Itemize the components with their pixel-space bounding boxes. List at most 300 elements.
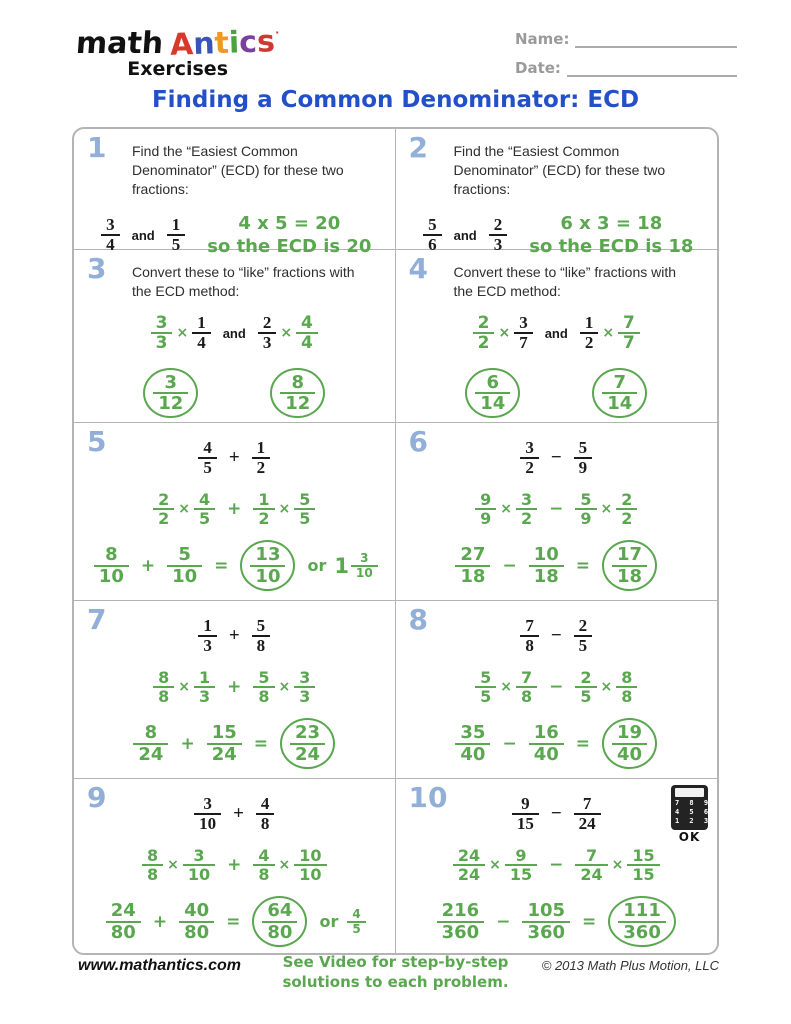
fraction-denominator: 8 (520, 635, 539, 655)
operator: − (502, 555, 517, 576)
fraction-denominator: 10 (250, 565, 285, 586)
fraction-numerator: 4 (198, 489, 211, 509)
problem-cell-3 (74, 250, 396, 423)
fraction-denominator: 10 (351, 565, 378, 580)
fraction-denominator: 2 (253, 508, 274, 527)
fraction-numerator: 2 (493, 214, 503, 234)
fraction-numerator: 5 (428, 214, 437, 234)
circled-answer (602, 540, 657, 591)
fraction-denominator: 6 (423, 234, 442, 254)
fraction (453, 847, 485, 884)
fraction-numerator: 2 (621, 489, 633, 509)
circled-answer (465, 368, 520, 419)
calculator-keys-row: 4 5 6 (675, 808, 712, 816)
fraction-denominator: 3 (489, 234, 508, 254)
fraction-numerator: 8 (158, 667, 170, 687)
fraction-numerator: 8 (146, 845, 159, 865)
operator: × (500, 678, 512, 695)
fraction (516, 669, 537, 706)
fraction-denominator: 18 (455, 565, 490, 586)
date-input-line[interactable] (567, 60, 737, 77)
fraction-numerator: 7 (582, 794, 592, 813)
fraction-numerator: 2 (578, 616, 588, 635)
math-line-work (80, 491, 389, 528)
answer-note-line: 4 x 5 = 20 (238, 212, 341, 234)
fraction-numerator: 24 (457, 845, 481, 865)
operator: + (227, 498, 242, 519)
math-line-work (402, 491, 712, 528)
logo-letter: i (228, 25, 241, 61)
math-line-work (402, 669, 712, 706)
math-line-result (80, 718, 389, 769)
circled-answer (143, 368, 198, 419)
problem-cell-4 (396, 250, 718, 423)
fraction (351, 552, 378, 580)
fraction-numerator: 3 (203, 794, 212, 813)
fraction (258, 314, 277, 353)
fraction-numerator: 1 (258, 489, 270, 509)
fraction-numerator: 35 (460, 722, 486, 744)
operator: × (600, 678, 613, 695)
circled-answer (252, 896, 307, 947)
fraction-denominator: 2 (520, 457, 539, 477)
fraction (437, 901, 485, 942)
fraction (294, 491, 315, 528)
fraction (296, 314, 318, 353)
fraction (520, 617, 539, 656)
operator: + (228, 625, 240, 647)
operator: × (611, 856, 624, 873)
problem-number: 9 (87, 781, 107, 814)
fraction-denominator: 8 (516, 686, 537, 705)
fraction-denominator: 18 (612, 565, 647, 586)
fraction-denominator: 24 (453, 864, 485, 883)
fraction-numerator: 111 (623, 900, 661, 922)
fraction (580, 314, 599, 353)
math-line-main (80, 314, 389, 353)
fraction-denominator: 5 (574, 635, 593, 655)
page-title: Finding a Common Denominator: ECD (151, 87, 640, 113)
calculator-keys-row: 1 2 3 (675, 817, 712, 825)
fraction-denominator: 80 (262, 921, 297, 942)
fraction (94, 545, 129, 586)
fraction-numerator: 3 (106, 214, 115, 234)
fraction-denominator: 10 (183, 864, 215, 883)
circled-answer (608, 896, 676, 947)
fraction-denominator: 2 (252, 457, 271, 477)
math-line-main (80, 617, 389, 656)
fraction (294, 669, 315, 706)
fraction-numerator: 4 (258, 845, 270, 865)
problem-cell-9 (74, 779, 396, 953)
fraction-numerator: 5 (299, 489, 311, 509)
fraction (253, 491, 274, 528)
problem-number: 2 (408, 131, 428, 164)
fraction-numerator: 3 (360, 550, 369, 565)
math-line-main (402, 617, 712, 656)
math-line-result (80, 896, 389, 947)
fraction (602, 373, 637, 414)
fraction-denominator: 4 (296, 332, 318, 352)
fraction (475, 373, 510, 414)
fraction-numerator: 13 (255, 544, 281, 566)
operator: − (550, 625, 562, 647)
problem-number: 4 (408, 252, 428, 285)
fraction-denominator: 8 (256, 813, 275, 833)
problem-cell-8 (396, 601, 718, 779)
fraction-denominator: 10 (167, 565, 202, 586)
fraction-denominator: 14 (475, 392, 510, 413)
problem-cell-1 (74, 129, 396, 258)
operator: × (602, 325, 615, 342)
math-line-result (80, 540, 389, 591)
name-field-row (515, 30, 737, 48)
fraction-denominator: 2 (616, 508, 637, 527)
fraction (616, 669, 637, 706)
fraction (142, 847, 163, 884)
math-line-main (402, 795, 712, 834)
fraction-numerator: 3 (299, 667, 311, 687)
operator: × (176, 325, 189, 342)
fraction-numerator: 3 (525, 438, 534, 457)
fraction-denominator: 8 (253, 864, 274, 883)
problem-number: 8 (408, 603, 428, 636)
math-line-work (402, 847, 712, 884)
operator: + (140, 555, 156, 576)
problems-grid (72, 127, 719, 955)
logo-letter: A (169, 27, 195, 63)
operator: − (550, 803, 562, 825)
fraction-numerator: 7 (613, 371, 627, 393)
fraction (574, 439, 593, 478)
logo-math-word: math (74, 26, 165, 61)
fraction-denominator: 3 (151, 332, 173, 352)
spacer (202, 392, 266, 393)
math-line-result (402, 718, 712, 769)
word-or: or (319, 912, 339, 932)
fraction-denominator: 24 (290, 743, 325, 764)
footer-note-line1: See Video for step-by-step (282, 953, 509, 971)
fraction (167, 545, 202, 586)
fraction-numerator: 5 (480, 667, 492, 687)
operator: + (227, 676, 242, 697)
math-line-answers (80, 368, 389, 419)
fraction-denominator: 360 (522, 921, 570, 942)
fraction (516, 491, 537, 528)
fraction (153, 491, 174, 528)
fraction-numerator: 9 (515, 845, 527, 865)
fraction (194, 795, 221, 834)
operator: = (575, 733, 591, 754)
name-input-line[interactable] (575, 31, 737, 48)
logo-antics-word (170, 24, 276, 63)
fraction (574, 795, 601, 834)
operator: = (582, 911, 597, 932)
fraction (133, 723, 168, 764)
fraction-denominator: 7 (618, 332, 640, 352)
fraction-denominator: 8 (253, 686, 274, 705)
problem-number: 3 (87, 252, 107, 285)
fraction (198, 617, 217, 656)
fraction-numerator: 2 (477, 312, 490, 333)
fraction (250, 545, 285, 586)
fraction-numerator: 7 (585, 845, 598, 865)
fraction-numerator: 3 (193, 845, 205, 865)
fraction (627, 847, 659, 884)
operator: + (227, 854, 242, 875)
fraction (280, 373, 315, 414)
date-label: Date: (515, 59, 561, 77)
fraction-denominator: 8 (142, 864, 163, 883)
fraction (179, 901, 214, 942)
fraction-denominator: 5 (198, 457, 217, 477)
fraction-numerator: 27 (460, 544, 486, 566)
problem-number: 6 (408, 425, 428, 458)
fraction-numerator: 19 (617, 722, 643, 744)
fraction (347, 908, 365, 936)
fraction-denominator: 360 (437, 921, 485, 942)
header-logo (76, 26, 279, 80)
fraction-numerator: 1 (203, 616, 212, 635)
fraction (529, 723, 564, 764)
fraction-denominator: 9 (575, 508, 596, 527)
fraction-denominator: 2 (516, 508, 537, 527)
fraction-denominator: 10 (94, 565, 129, 586)
math-line-answers (402, 368, 712, 419)
fraction (616, 491, 637, 528)
fraction (294, 847, 326, 884)
fraction-denominator: 40 (455, 743, 490, 764)
circled-answer (280, 718, 335, 769)
fraction (256, 795, 275, 834)
math-line-main (80, 795, 389, 834)
mixed-whole: 1 (334, 553, 349, 578)
fraction (167, 216, 186, 255)
fraction (101, 216, 120, 255)
fraction-numerator: 8 (144, 722, 158, 744)
logo-trademark-dot: · (275, 26, 280, 39)
fraction-numerator: 4 (260, 794, 270, 813)
math-line-main (402, 314, 712, 353)
fraction-denominator: 5 (294, 508, 315, 527)
answer-note-line: so the ECD is 20 (207, 236, 372, 258)
fraction-denominator: 5 (167, 234, 186, 254)
operator: = (214, 555, 229, 576)
math-line-work (80, 847, 389, 884)
operator: − (549, 676, 564, 697)
fraction-numerator: 2 (580, 667, 592, 687)
answer-note-line: so the ECD is 18 (529, 236, 694, 258)
fraction (183, 847, 215, 884)
math-line-main (402, 439, 712, 478)
spacer (524, 392, 588, 393)
problem-number: 5 (87, 425, 107, 458)
fraction (194, 669, 215, 706)
fraction-denominator: 9 (475, 508, 496, 527)
fraction (618, 901, 666, 942)
operator: − (496, 911, 511, 932)
problem-cell-10 (396, 779, 718, 953)
fraction (512, 795, 539, 834)
fraction-denominator: 10 (194, 813, 221, 833)
fraction (252, 617, 271, 656)
fraction-numerator: 6 (486, 371, 499, 393)
fraction (290, 723, 325, 764)
fraction-denominator: 3 (198, 635, 217, 655)
word-and: and (131, 227, 155, 243)
fraction-numerator: 7 (525, 616, 534, 635)
math-line-work (80, 669, 389, 706)
fraction-numerator: 8 (621, 667, 633, 687)
logo-letter: s (256, 24, 276, 60)
logo-wordmark (76, 26, 279, 61)
fraction-numerator: 16 (533, 722, 559, 744)
logo-letter: n (192, 26, 216, 63)
footer-copyright: © 2013 Math Plus Motion, LLC (541, 958, 719, 973)
fraction-denominator: 7 (514, 332, 533, 352)
answer-note-line: 6 x 3 = 18 (560, 212, 663, 234)
fraction-numerator: 24 (110, 900, 136, 922)
fraction (612, 723, 647, 764)
fraction-numerator: 8 (291, 371, 305, 393)
operator: × (500, 500, 512, 517)
fraction-numerator: 7 (623, 312, 635, 333)
fraction-numerator: 15 (211, 722, 237, 744)
calculator-ok-label: OK (678, 830, 701, 844)
fraction-numerator: 5 (578, 438, 588, 457)
fraction-denominator: 15 (627, 864, 659, 883)
operator: × (278, 678, 291, 695)
fraction (253, 669, 274, 706)
fraction-denominator: 5 (475, 686, 496, 705)
fraction-denominator: 12 (280, 392, 315, 413)
fraction-numerator: 5 (256, 616, 266, 635)
fraction (473, 314, 495, 353)
fraction-denominator: 80 (179, 921, 214, 942)
word-or: or (307, 556, 327, 576)
fraction (522, 901, 570, 942)
calculator-body (671, 785, 712, 830)
operator: = (226, 911, 241, 932)
fraction-denominator: 8 (153, 686, 174, 705)
circled-answer (592, 368, 647, 419)
problem-instruction: Find the “Easiest Common Denominator” (ECD) for these two fractions: (132, 143, 344, 197)
fraction (194, 491, 215, 528)
fraction (574, 617, 593, 656)
fraction (253, 847, 274, 884)
fraction-denominator: 15 (505, 864, 537, 883)
footer-url: www.mathantics.com (78, 957, 241, 974)
word-and: and (453, 227, 477, 243)
calculator-display (675, 788, 704, 797)
fraction-numerator: 1 (171, 214, 181, 234)
fraction-numerator: 17 (617, 544, 643, 566)
fraction-numerator: 3 (519, 312, 528, 332)
operator: × (167, 856, 179, 873)
fraction (106, 901, 141, 942)
math-line-result (402, 896, 712, 947)
fraction-numerator: 1 (256, 438, 266, 457)
fraction-numerator: 105 (527, 900, 566, 922)
fraction-numerator: 10 (299, 845, 322, 865)
fraction-numerator: 3 (164, 371, 177, 393)
fraction-denominator: 18 (529, 565, 564, 586)
problem-number: 1 (87, 131, 107, 164)
fraction (252, 439, 271, 478)
operator: = (575, 555, 591, 576)
problem-cell-2 (396, 129, 718, 258)
fraction-denominator: 40 (612, 743, 647, 764)
fraction (192, 314, 211, 353)
fraction-numerator: 3 (155, 312, 168, 333)
math-line-result (402, 540, 712, 591)
mixed-number (334, 552, 378, 580)
fraction-denominator: 5 (194, 508, 215, 527)
fraction-denominator: 2 (580, 332, 599, 352)
operator: = (253, 733, 269, 754)
fraction-numerator: 64 (267, 900, 293, 922)
fraction (198, 439, 217, 478)
fraction (455, 545, 490, 586)
fraction (520, 439, 539, 478)
logo-subtitle: Exercises (127, 58, 229, 80)
fraction-denominator: 24 (574, 813, 601, 833)
fraction-numerator: 5 (178, 544, 191, 566)
calculator-icon (671, 785, 712, 844)
fraction-denominator: 24 (133, 743, 168, 764)
fraction (505, 847, 537, 884)
fraction (455, 723, 490, 764)
fraction-numerator: 9 (480, 489, 492, 509)
circled-answer (602, 718, 657, 769)
problem-cell-7 (74, 601, 396, 779)
fraction-denominator: 8 (252, 635, 271, 655)
fraction-denominator: 2 (473, 332, 495, 352)
operator: × (489, 856, 501, 873)
fraction-numerator: 3 (520, 489, 533, 509)
operator: × (600, 500, 613, 517)
fraction (514, 314, 533, 353)
date-field-row (515, 59, 737, 77)
logo-letter: t (214, 25, 230, 62)
fraction (529, 545, 564, 586)
fraction-numerator: 216 (441, 900, 480, 922)
math-line-main (80, 439, 389, 478)
fraction (575, 491, 596, 528)
fraction-numerator: 7 (520, 667, 533, 687)
fraction-denominator: 14 (602, 392, 637, 413)
fraction-numerator: 1 (197, 312, 206, 332)
fraction-numerator: 9 (521, 794, 530, 813)
fraction (612, 545, 647, 586)
fraction-denominator: 2 (153, 508, 174, 527)
fraction (153, 669, 174, 706)
fraction (475, 491, 496, 528)
fraction-numerator: 15 (632, 845, 655, 865)
problem-number: 7 (87, 603, 107, 636)
fraction-numerator: 5 (258, 667, 270, 687)
fraction (618, 314, 640, 353)
fraction-denominator: 5 (347, 921, 365, 936)
fraction-numerator: 2 (158, 489, 170, 509)
fraction-numerator: 4 (301, 312, 313, 333)
fraction-denominator: 24 (575, 864, 607, 883)
operator: − (550, 447, 562, 469)
fraction (262, 901, 297, 942)
operator: − (549, 498, 564, 519)
fraction-numerator: 4 (203, 438, 212, 457)
circled-answer (270, 368, 325, 419)
